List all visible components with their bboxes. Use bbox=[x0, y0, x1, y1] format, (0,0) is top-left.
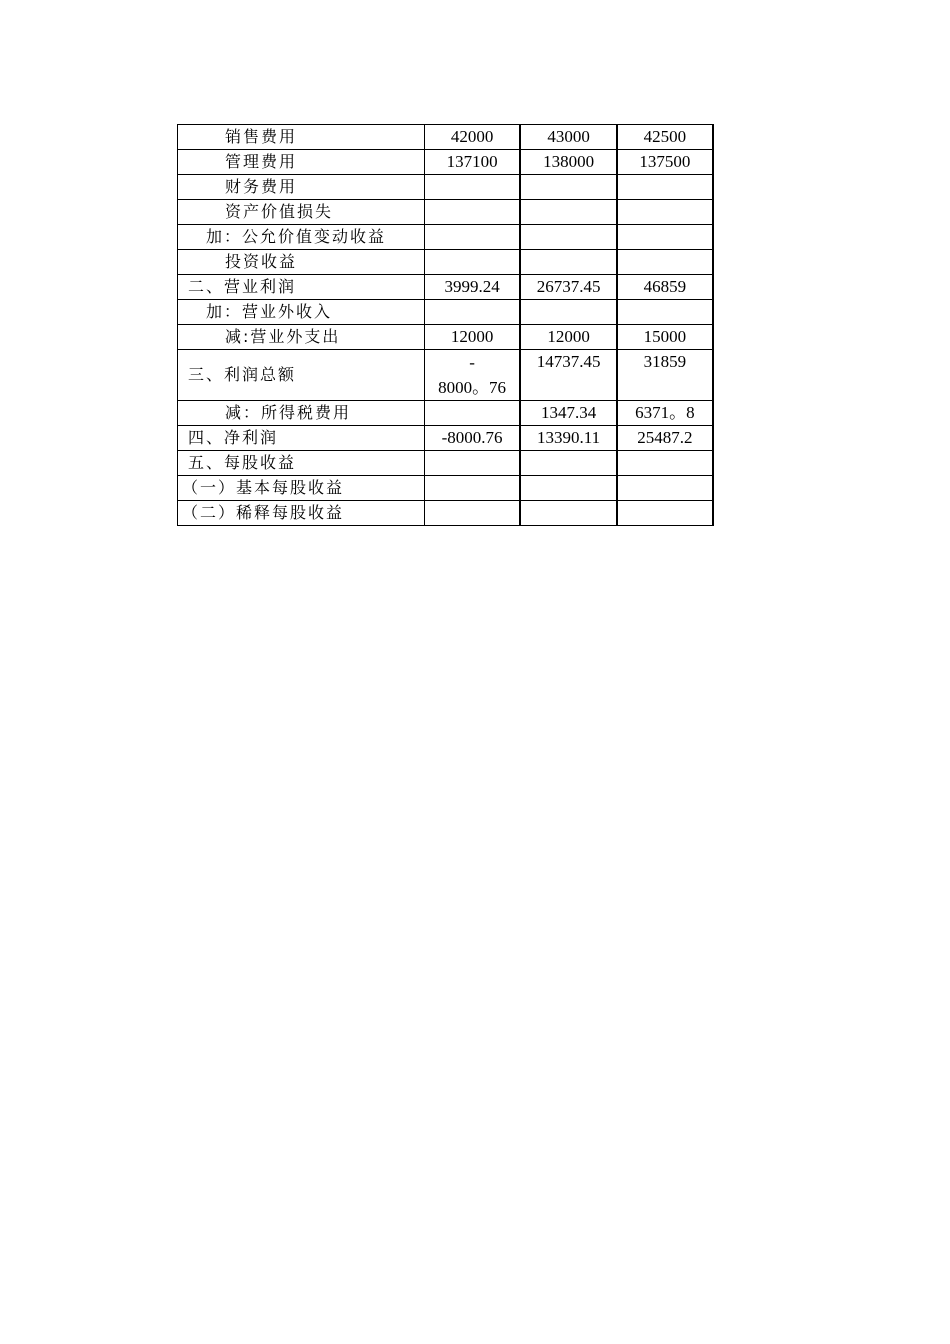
cell-value: 137500 bbox=[617, 150, 713, 175]
table-row bbox=[178, 175, 714, 200]
cell-value bbox=[617, 451, 713, 476]
row-label-investment-income: 投资收益 bbox=[178, 250, 425, 275]
row-label-total-profit: 三、利润总额 bbox=[178, 350, 425, 401]
cell-value bbox=[617, 300, 713, 325]
cell-value bbox=[617, 225, 713, 250]
income-statement-table bbox=[177, 124, 714, 526]
cell-value bbox=[520, 476, 616, 501]
table-row bbox=[178, 125, 714, 150]
cell-value: 13390.11 bbox=[520, 426, 616, 451]
row-label-fair-value-gain: 加：公允价值变动收益 bbox=[178, 225, 425, 250]
cell-value bbox=[520, 451, 616, 476]
cell-line: 8000。76 bbox=[438, 378, 507, 397]
table-row bbox=[178, 476, 714, 501]
cell-value: 12000 bbox=[520, 325, 616, 350]
cell-value bbox=[520, 225, 616, 250]
cell-value bbox=[520, 175, 616, 200]
cell-value bbox=[424, 250, 520, 275]
cell-value bbox=[424, 175, 520, 200]
table-row bbox=[178, 225, 714, 250]
cell-value: 138000 bbox=[520, 150, 616, 175]
table-row bbox=[178, 426, 714, 451]
cell-value bbox=[424, 401, 520, 426]
cell-value bbox=[424, 300, 520, 325]
cell-value: 137100 bbox=[424, 150, 520, 175]
row-label-net-profit: 四、净利润 bbox=[178, 426, 425, 451]
cell-value bbox=[617, 476, 713, 501]
row-label-non-operating-income: 加：营业外收入 bbox=[178, 300, 425, 325]
cell-value: -8000.76 bbox=[424, 426, 520, 451]
cell-value: 42500 bbox=[617, 125, 713, 150]
table-row bbox=[178, 401, 714, 426]
row-label-non-operating-expense: 减:营业外支出 bbox=[178, 325, 425, 350]
table-row bbox=[178, 250, 714, 275]
table-row bbox=[178, 350, 714, 401]
cell-value: 3999.24 bbox=[424, 275, 520, 300]
table-row bbox=[178, 451, 714, 476]
cell-value bbox=[520, 250, 616, 275]
row-label-finance-expense: 财务费用 bbox=[178, 175, 425, 200]
cell-value: 25487.2 bbox=[617, 426, 713, 451]
row-label-operating-profit: 二、营业利润 bbox=[178, 275, 425, 300]
row-label-asset-impairment: 资产价值损失 bbox=[178, 200, 425, 225]
cell-value bbox=[424, 501, 520, 526]
cell-value bbox=[617, 501, 713, 526]
cell-value bbox=[520, 501, 616, 526]
cell-value bbox=[617, 250, 713, 275]
cell-line: - bbox=[469, 353, 475, 372]
cell-value: 14737.45 bbox=[520, 350, 616, 401]
cell-value bbox=[617, 200, 713, 225]
income-statement-sheet bbox=[177, 124, 714, 526]
cell-value bbox=[424, 225, 520, 250]
row-label-admin-expense: 管理费用 bbox=[178, 150, 425, 175]
cell-value: 43000 bbox=[520, 125, 616, 150]
cell-value: 15000 bbox=[617, 325, 713, 350]
table-row bbox=[178, 150, 714, 175]
cell-value: 42000 bbox=[424, 125, 520, 150]
row-label-selling-expense: 销售费用 bbox=[178, 125, 425, 150]
table-row bbox=[178, 275, 714, 300]
cell-value-multiline bbox=[424, 350, 520, 401]
row-label-basic-eps: （一）基本每股收益 bbox=[178, 476, 425, 501]
cell-value bbox=[424, 200, 520, 225]
cell-value: 31859 bbox=[617, 350, 713, 401]
table-row bbox=[178, 325, 714, 350]
row-label-diluted-eps: （二）稀释每股收益 bbox=[178, 501, 425, 526]
table-row bbox=[178, 501, 714, 526]
cell-value: 6371。8 bbox=[617, 401, 713, 426]
cell-value bbox=[520, 300, 616, 325]
table-row bbox=[178, 300, 714, 325]
cell-value: 26737.45 bbox=[520, 275, 616, 300]
row-label-income-tax: 减：所得税费用 bbox=[178, 401, 425, 426]
row-label-eps: 五、每股收益 bbox=[178, 451, 425, 476]
cell-value bbox=[617, 175, 713, 200]
cell-value bbox=[424, 451, 520, 476]
cell-value: 46859 bbox=[617, 275, 713, 300]
cell-value: 12000 bbox=[424, 325, 520, 350]
cell-value: 1347.34 bbox=[520, 401, 616, 426]
table-row bbox=[178, 200, 714, 225]
cell-value bbox=[424, 476, 520, 501]
cell-value bbox=[520, 200, 616, 225]
